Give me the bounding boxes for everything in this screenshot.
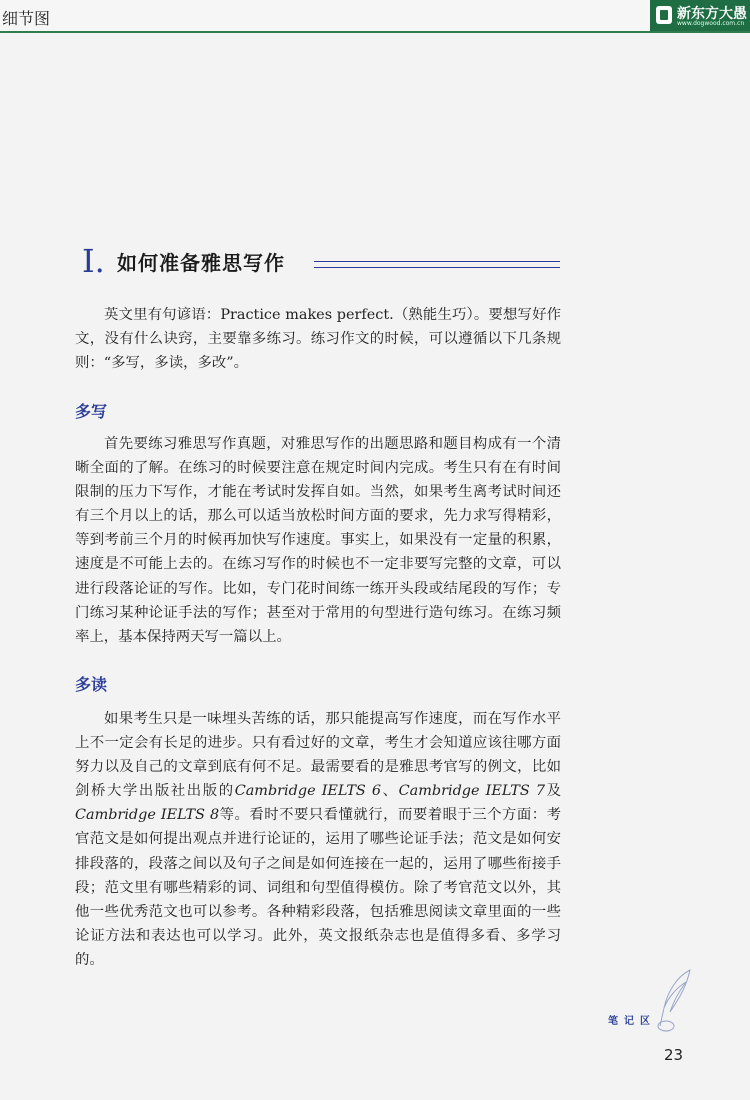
write-more-heading: 多写 <box>75 402 108 421</box>
read-more-text-2: 等。看时不要只看懂就行，而要着眼于三个方面：考官范文是如何提出观点并进行论证的，运用了哪些论证手法；范文是如何安排段落的，段落之间以及句子之间是如何连接在一起的，运用了哪些衔接手段；范文里有哪些精彩的词、词组和句型值得模仿。除了考官范文以外，其他一些优秀范文也可以参考。各种精彩段落，包括雅思阅读文章里面的一些论证方法和表达也可以学习。此外，英文报纸杂志也是值得多看、多学习的。 <box>75 807 561 968</box>
book-title-3: Cambridge IELTS 8 <box>75 807 220 824</box>
page-number: 23 <box>664 1046 684 1064</box>
brand-logo <box>650 0 750 31</box>
read-more-text-1: 如果考生只是一味埋头苦练的话，那只能提高写作速度，而在写作水平上不一定会有长足的进步。只有看过好的文章，考生才会知道应该往哪方面努力以及自己的文章到底有何不足。最需要看的是雅思考官写的例文，比如剑桥大学出版社出版的 <box>75 711 561 800</box>
section-title: 如何准备雅思写作 <box>117 251 285 275</box>
notes-area <box>608 968 698 1038</box>
top-bar-label: 细节图 <box>2 9 51 28</box>
top-bar <box>0 0 750 33</box>
read-more-paragraph <box>75 707 561 972</box>
notes-label: 笔记区 <box>608 1016 656 1027</box>
brand-logo-name: 新东方大愚 <box>677 6 747 22</box>
brand-logo-icon <box>656 6 672 24</box>
write-more-paragraph: 首先要练习雅思写作真题，对雅思写作的出题思路和题目构成有一个清晰全面的了解。在练习的时候要注意在规定时间内完成。考生只有在有时间限制的压力下写作，才能在考试时发挥自如。当然，如果考生离考试时间还有三个月以上的话，那么可以适当放松时间方面的要求，先力求写得精彩，等到考前三个月的时候再加快写作速度。事实上，如果没有一定量的积累，速度是不可能上去的。在练习写作的时候也不一定非要写完整的文章，可以进行段落论证的写作。比如，专门花时间练一练开头段或结尾段的写作；专门练习某种论证手法的写作；甚至对于常用的句型进行造句练习。在练习频率上，基本保持两天写一篇以上。 <box>75 436 561 645</box>
section-heading <box>82 242 562 282</box>
book-title-1: Cambridge IELTS 6 <box>234 783 382 800</box>
separator-1: 、 <box>381 783 399 800</box>
read-more-heading: 多读 <box>75 675 108 694</box>
separator-2: 及 <box>545 783 562 800</box>
title-rule <box>314 261 560 268</box>
book-title-2: Cambridge IELTS 7 <box>398 783 546 800</box>
quill-icon <box>656 968 696 1034</box>
intro-paragraph: 英文里有句谚语：Practice makes perfect.（熟能生巧）。要想写好作文，没有什么诀窍，主要靠多练习。练习作文的时候，可以遵循以下几条规则：“多写，多读，多改”。 <box>75 307 561 372</box>
brand-logo-url: www.dogwood.com.cn <box>677 20 745 27</box>
section-number: I. <box>82 242 105 280</box>
